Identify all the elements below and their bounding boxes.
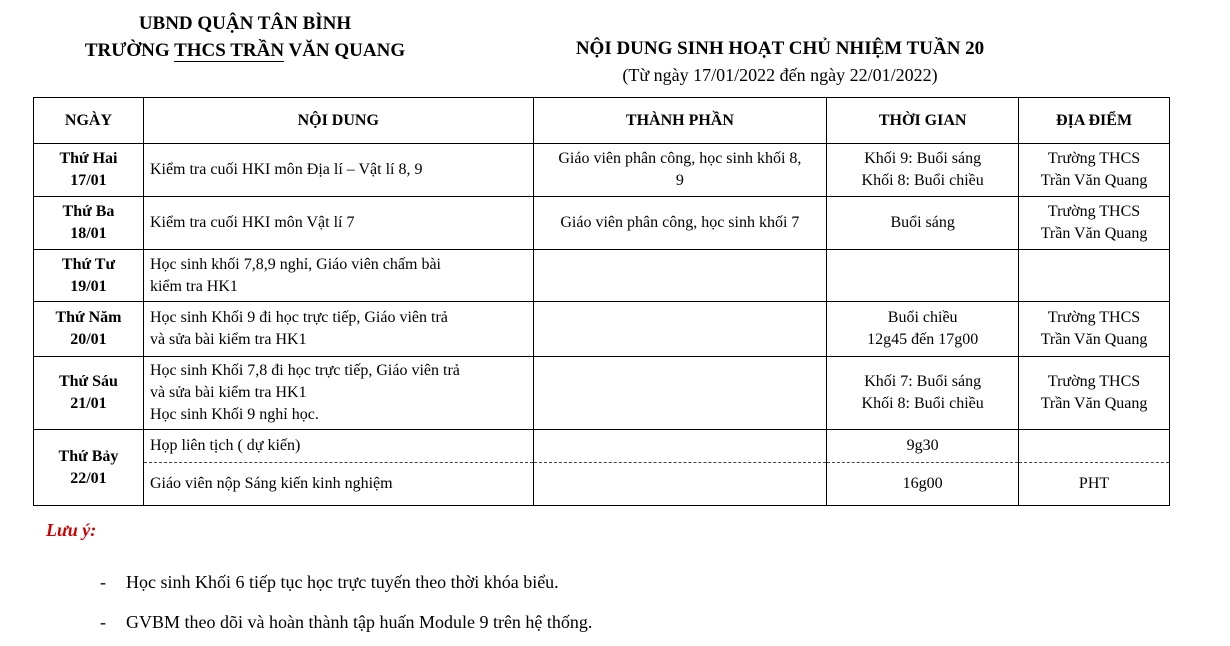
time-cell: Buổi chiều 12g45 đến 17g00 (827, 302, 1019, 357)
bullet-dash: - (100, 572, 106, 592)
table-row (34, 250, 1170, 302)
content-cell: Học sinh Khối 7,8 đi học trực tiếp, Giáo viên trả và sửa bài kiểm tra HK1 Học sinh Khối 9 nghỉ học. (143, 357, 533, 430)
time-cell: Khối 7: Buổi sáng Khối 8: Buổi chiều (827, 357, 1019, 430)
org-line-2-underlined: THCS TRẦN (174, 40, 285, 61)
day-cell: Thứ Sáu 21/01 (34, 357, 144, 430)
participants-cell (533, 302, 827, 357)
bullet-dash: - (100, 612, 106, 632)
header-time: THỜI GIAN (827, 98, 1019, 144)
day-cell: Thứ Tư 19/01 (34, 250, 144, 302)
day-cell: Thứ Hai 17/01 (34, 144, 144, 197)
participants-cell: Giáo viên phân công, học sinh khối 8, 9 (533, 144, 827, 197)
day-cell: Thứ Năm 20/01 (34, 302, 144, 357)
time-cell (827, 250, 1019, 302)
list-item (100, 562, 592, 602)
header-day: NGÀY (34, 98, 144, 144)
day-cell: Thứ Ba 18/01 (34, 197, 144, 250)
content-cell: Kiểm tra cuối HKI môn Vật lí 7 (143, 197, 533, 250)
table-row (34, 144, 1170, 197)
document-subtitle: (Từ ngày 17/01/2022 đến ngày 22/01/2022) (622, 65, 938, 85)
content-cell: Kiểm tra cuối HKI môn Địa lí – Vật lí 8, 9 (143, 144, 533, 197)
org-line-2-post: VĂN QUANG (284, 40, 406, 61)
header-place: ĐỊA ĐIỂM (1019, 98, 1170, 144)
org-line-2 (60, 37, 430, 64)
place-cell: Trường THCS Trần Văn Quang (1019, 144, 1170, 197)
organization-header (60, 10, 430, 64)
content-cell: Học sinh Khối 9 đi học trực tiếp, Giáo viên trả và sửa bài kiểm tra HK1 (143, 302, 533, 357)
schedule-table (33, 97, 1170, 506)
place-cell (1019, 430, 1170, 463)
participants-cell (533, 250, 827, 302)
table-row (34, 357, 1170, 430)
table-row (34, 302, 1170, 357)
content-cell: Giáo viên nộp Sáng kiến kinh nghiệm (143, 463, 533, 506)
header-participants: THÀNH PHẦN (533, 98, 827, 144)
table-row (34, 463, 1170, 506)
participants-cell (533, 430, 827, 463)
notes-title: Lưu ý: (46, 520, 97, 540)
content-cell: Họp liên tịch ( dự kiến) (143, 430, 533, 463)
table-row (34, 430, 1170, 463)
note-text: Học sinh Khối 6 tiếp tục học trực tuyến theo thời khóa biểu. (126, 572, 559, 592)
org-line-2-pre: TRƯỜNG (84, 40, 175, 61)
table-header-row (34, 98, 1170, 144)
place-cell: Trường THCS Trần Văn Quang (1019, 357, 1170, 430)
time-cell: 9g30 (827, 430, 1019, 463)
header-content: NỘI DUNG (143, 98, 533, 144)
participants-cell (533, 463, 827, 506)
day-cell: Thứ Bảy 22/01 (34, 430, 144, 506)
time-cell: Khối 9: Buổi sáng Khối 8: Buổi chiều (827, 144, 1019, 197)
content-cell: Học sinh khối 7,8,9 nghỉ, Giáo viên chấm bài kiểm tra HK1 (143, 250, 533, 302)
org-line-1: UBND QUẬN TÂN BÌNH (138, 13, 352, 34)
table-row (34, 197, 1170, 250)
participants-cell (533, 357, 827, 430)
list-item (100, 602, 592, 642)
note-text: GVBM theo dõi và hoàn thành tập huấn Module 9 trên hệ thống. (126, 612, 593, 632)
notes-list (100, 562, 592, 642)
place-cell: PHT (1019, 463, 1170, 506)
time-cell: 16g00 (827, 463, 1019, 506)
document-title: NỘI DUNG SINH HOẠT CHỦ NHIỆM TUẦN 20 (575, 38, 985, 59)
place-cell (1019, 250, 1170, 302)
time-cell: Buổi sáng (827, 197, 1019, 250)
place-cell: Trường THCS Trần Văn Quang (1019, 302, 1170, 357)
document-title-block (520, 36, 1040, 88)
place-cell: Trường THCS Trần Văn Quang (1019, 197, 1170, 250)
participants-cell: Giáo viên phân công, học sinh khối 7 (533, 197, 827, 250)
